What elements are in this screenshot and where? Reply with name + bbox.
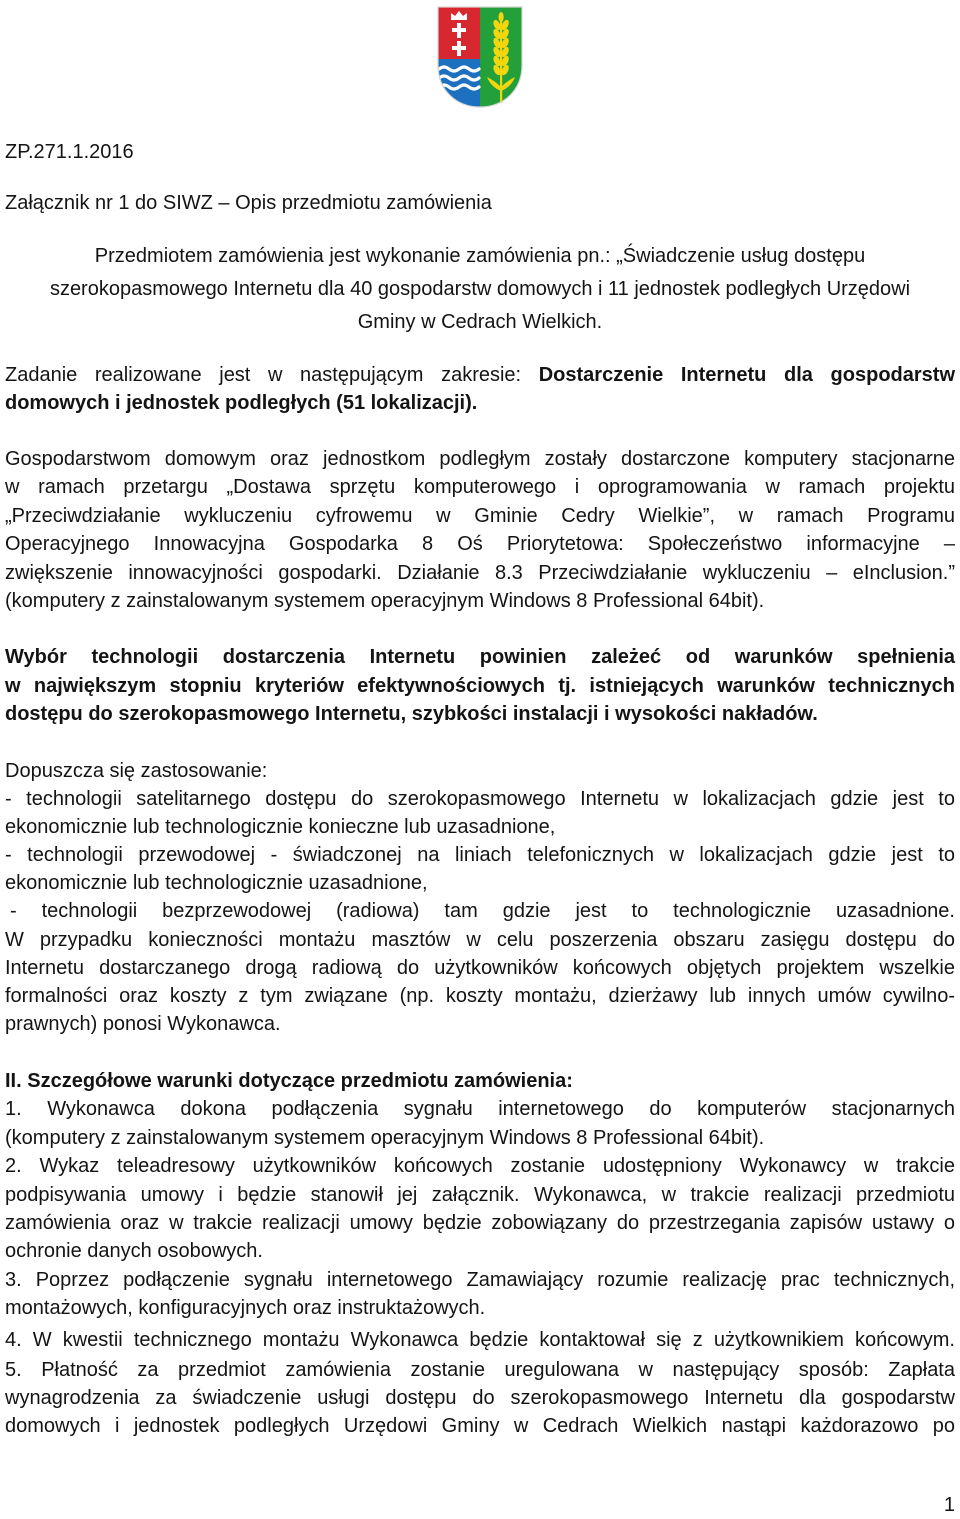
list-item xyxy=(5,1152,955,1266)
masts-note-line: W przypadku konieczności montażu masztów w celu poszerzenia obszaru zasięgu dostępu do xyxy=(5,928,955,951)
masts-note-line: formalności oraz koszty z tym związane (np. koszty montażu, dzierżawy lub innych umów cywilno- xyxy=(5,984,955,1007)
text-line: wynagrodzenia za świadczenie usługi dostępu do szerokopasmowego Internetu dla gospodarstw xyxy=(5,1386,955,1409)
computers-paragraph xyxy=(5,445,955,615)
attachment-title-text: Załącznik nr 1 do SIWZ – Opis przedmiotu zamówienia xyxy=(5,192,492,214)
section-heading: II. Szczegółowe warunki dotyczące przedmiotu zamówienia: xyxy=(5,1070,573,1092)
masts-note-line: Internetu dostarczanego drogą radiową do użytkowników końcowych objętych projektem wszelkie xyxy=(5,956,955,979)
coat-of-arms-icon xyxy=(437,5,523,109)
text-line: zamówienia oraz w trakcie realizacji umowy będzie zobowiązany do przestrzegania zapisów ustawy o xyxy=(5,1212,955,1235)
masts-note-line: prawnych) ponosi Wykonawca. xyxy=(5,1012,281,1035)
option-line: - technologii bezprzewodowej (radiowa) tam gdzie jest to technologicznie uzasadnione. xyxy=(10,900,955,923)
text-line: (komputery z zainstalowanym systemem operacyjnym Windows 8 Professional 64bit). xyxy=(5,590,765,613)
text-line: Wybór technologii dostarczenia Internetu powinien zależeć od warunków spełnienia xyxy=(5,646,955,668)
text-line: Gospodarstwom domowym oraz jednostkom podległym zostały dostarczone komputery stacjonarne xyxy=(5,448,955,470)
text-line: Przedmiotem zamówienia jest wykonanie zamówienia pn.: „Świadczenie usług dostępu xyxy=(94,245,866,267)
shield-fields xyxy=(437,5,523,109)
cross-bar xyxy=(452,28,466,32)
text-line: podpisywania umowy i będzie stanowił jej załącznik. Wykonawca, w trakcie realizacji przedmiotu xyxy=(5,1183,955,1206)
option-line: - technologii przewodowej - świadczonej na liniach telefonicznych w lokalizacjach gdzie jest to xyxy=(5,844,955,867)
text-line: 4. W kwestii technicznego montażu Wykonawca będzie kontaktował się z użytkownikiem końcowym. xyxy=(5,1328,955,1351)
reference-number xyxy=(5,138,955,166)
scope-paragraph xyxy=(5,361,955,417)
scope-intro: Zadanie realizowane jest w następującym zakresie: xyxy=(5,364,539,386)
text-line: zwiększenie innowacyjności gospodarki. Działanie 8.3 Przeciwdziałanie wykluczeniu – eInclusion.” xyxy=(5,561,955,584)
option-line: ekonomicznie lub technologicznie uzasadnione, xyxy=(5,872,428,895)
text-line: 1. Wykonawca dokona podłączenia sygnału internetowego do komputerów stacjonarnych xyxy=(5,1098,955,1121)
list-item xyxy=(5,1266,955,1323)
scope-task: domowych i jednostek podległych (51 lokalizacji). xyxy=(5,392,478,415)
text-line: (komputery z zainstalowanym systemem operacyjnym Windows 8 Professional 64bit). xyxy=(5,1126,765,1149)
text-line: dostępu do szerokopasmowego Internetu, szybkości instalacji i wysokości nakładów. xyxy=(5,703,818,725)
option-line: ekonomicznie lub technologicznie konieczne lub uzasadnione, xyxy=(5,816,556,839)
text-line: 5. Płatność za przedmiot zamówienia zostanie uregulowana w następujący sposób: Zapłata xyxy=(5,1358,955,1381)
allowed-technologies-section xyxy=(5,757,955,1038)
reference-text: ZP.271.1.2016 xyxy=(5,141,134,163)
attachment-title xyxy=(5,189,955,217)
section-ii xyxy=(5,1067,955,1441)
text-line: w ramach przetargu „Dostawa sprzętu komputerowego i oprogramowania w ramach projektu xyxy=(5,476,955,499)
text-line: Operacyjnego Innowacyjna Gospodarka 8 Oś Priorytetowa: Społeczeństwo informacyjne – xyxy=(5,533,955,556)
list-item xyxy=(5,1095,955,1152)
allowed-intro: Dopuszcza się zastosowanie: xyxy=(5,760,268,782)
wheat-grain xyxy=(499,12,504,22)
text-line: „Przeciwdziałanie wykluczeniu cyfrowemu w Gminie Cedry Wielkie”, w ramach Programu xyxy=(5,504,955,527)
text-line: montażowych, konfiguracyjnych oraz instruktażowych. xyxy=(5,1297,486,1320)
text-line xyxy=(5,361,955,389)
text-line: domowych i jednostek podległych Urzędowi Gminy w Cedrach Wielkich nastąpi każdorazowo po xyxy=(5,1415,955,1438)
option-line: - technologii satelitarnego dostępu do szerokopasmowego Internetu w lokalizacjach gdzie jest to xyxy=(5,788,955,811)
text-line: Gminy w Cedrach Wielkich. xyxy=(357,311,603,333)
scope-task: Dostarczenie Internetu dla gospodarstw xyxy=(538,364,955,386)
cross-bar xyxy=(452,46,466,50)
page-number: 1 xyxy=(943,1494,955,1516)
list-item xyxy=(5,1326,955,1354)
list-item xyxy=(5,1356,955,1441)
technology-choice-paragraph xyxy=(5,643,955,729)
text-line: 3. Poprzez podłączenie sygnału internetowego Zamawiający rozumie realizację prac technicznych, xyxy=(5,1268,955,1291)
text-line: szerokopasmowego Internetu dla 40 gospodarstw domowych i 11 jednostek podległych Urzędowi xyxy=(49,278,911,300)
text-line: w największym stopniu kryteriów efektywnościowych tj. istniejących warunków technicznych xyxy=(5,674,955,697)
subject-paragraph xyxy=(5,240,955,339)
text-line: 2. Wykaz teleadresowy użytkowników końcowych zostanie udostępniony Wykonawcy w trakcie xyxy=(5,1155,955,1178)
text-line: ochronie danych osobowych. xyxy=(5,1240,263,1263)
